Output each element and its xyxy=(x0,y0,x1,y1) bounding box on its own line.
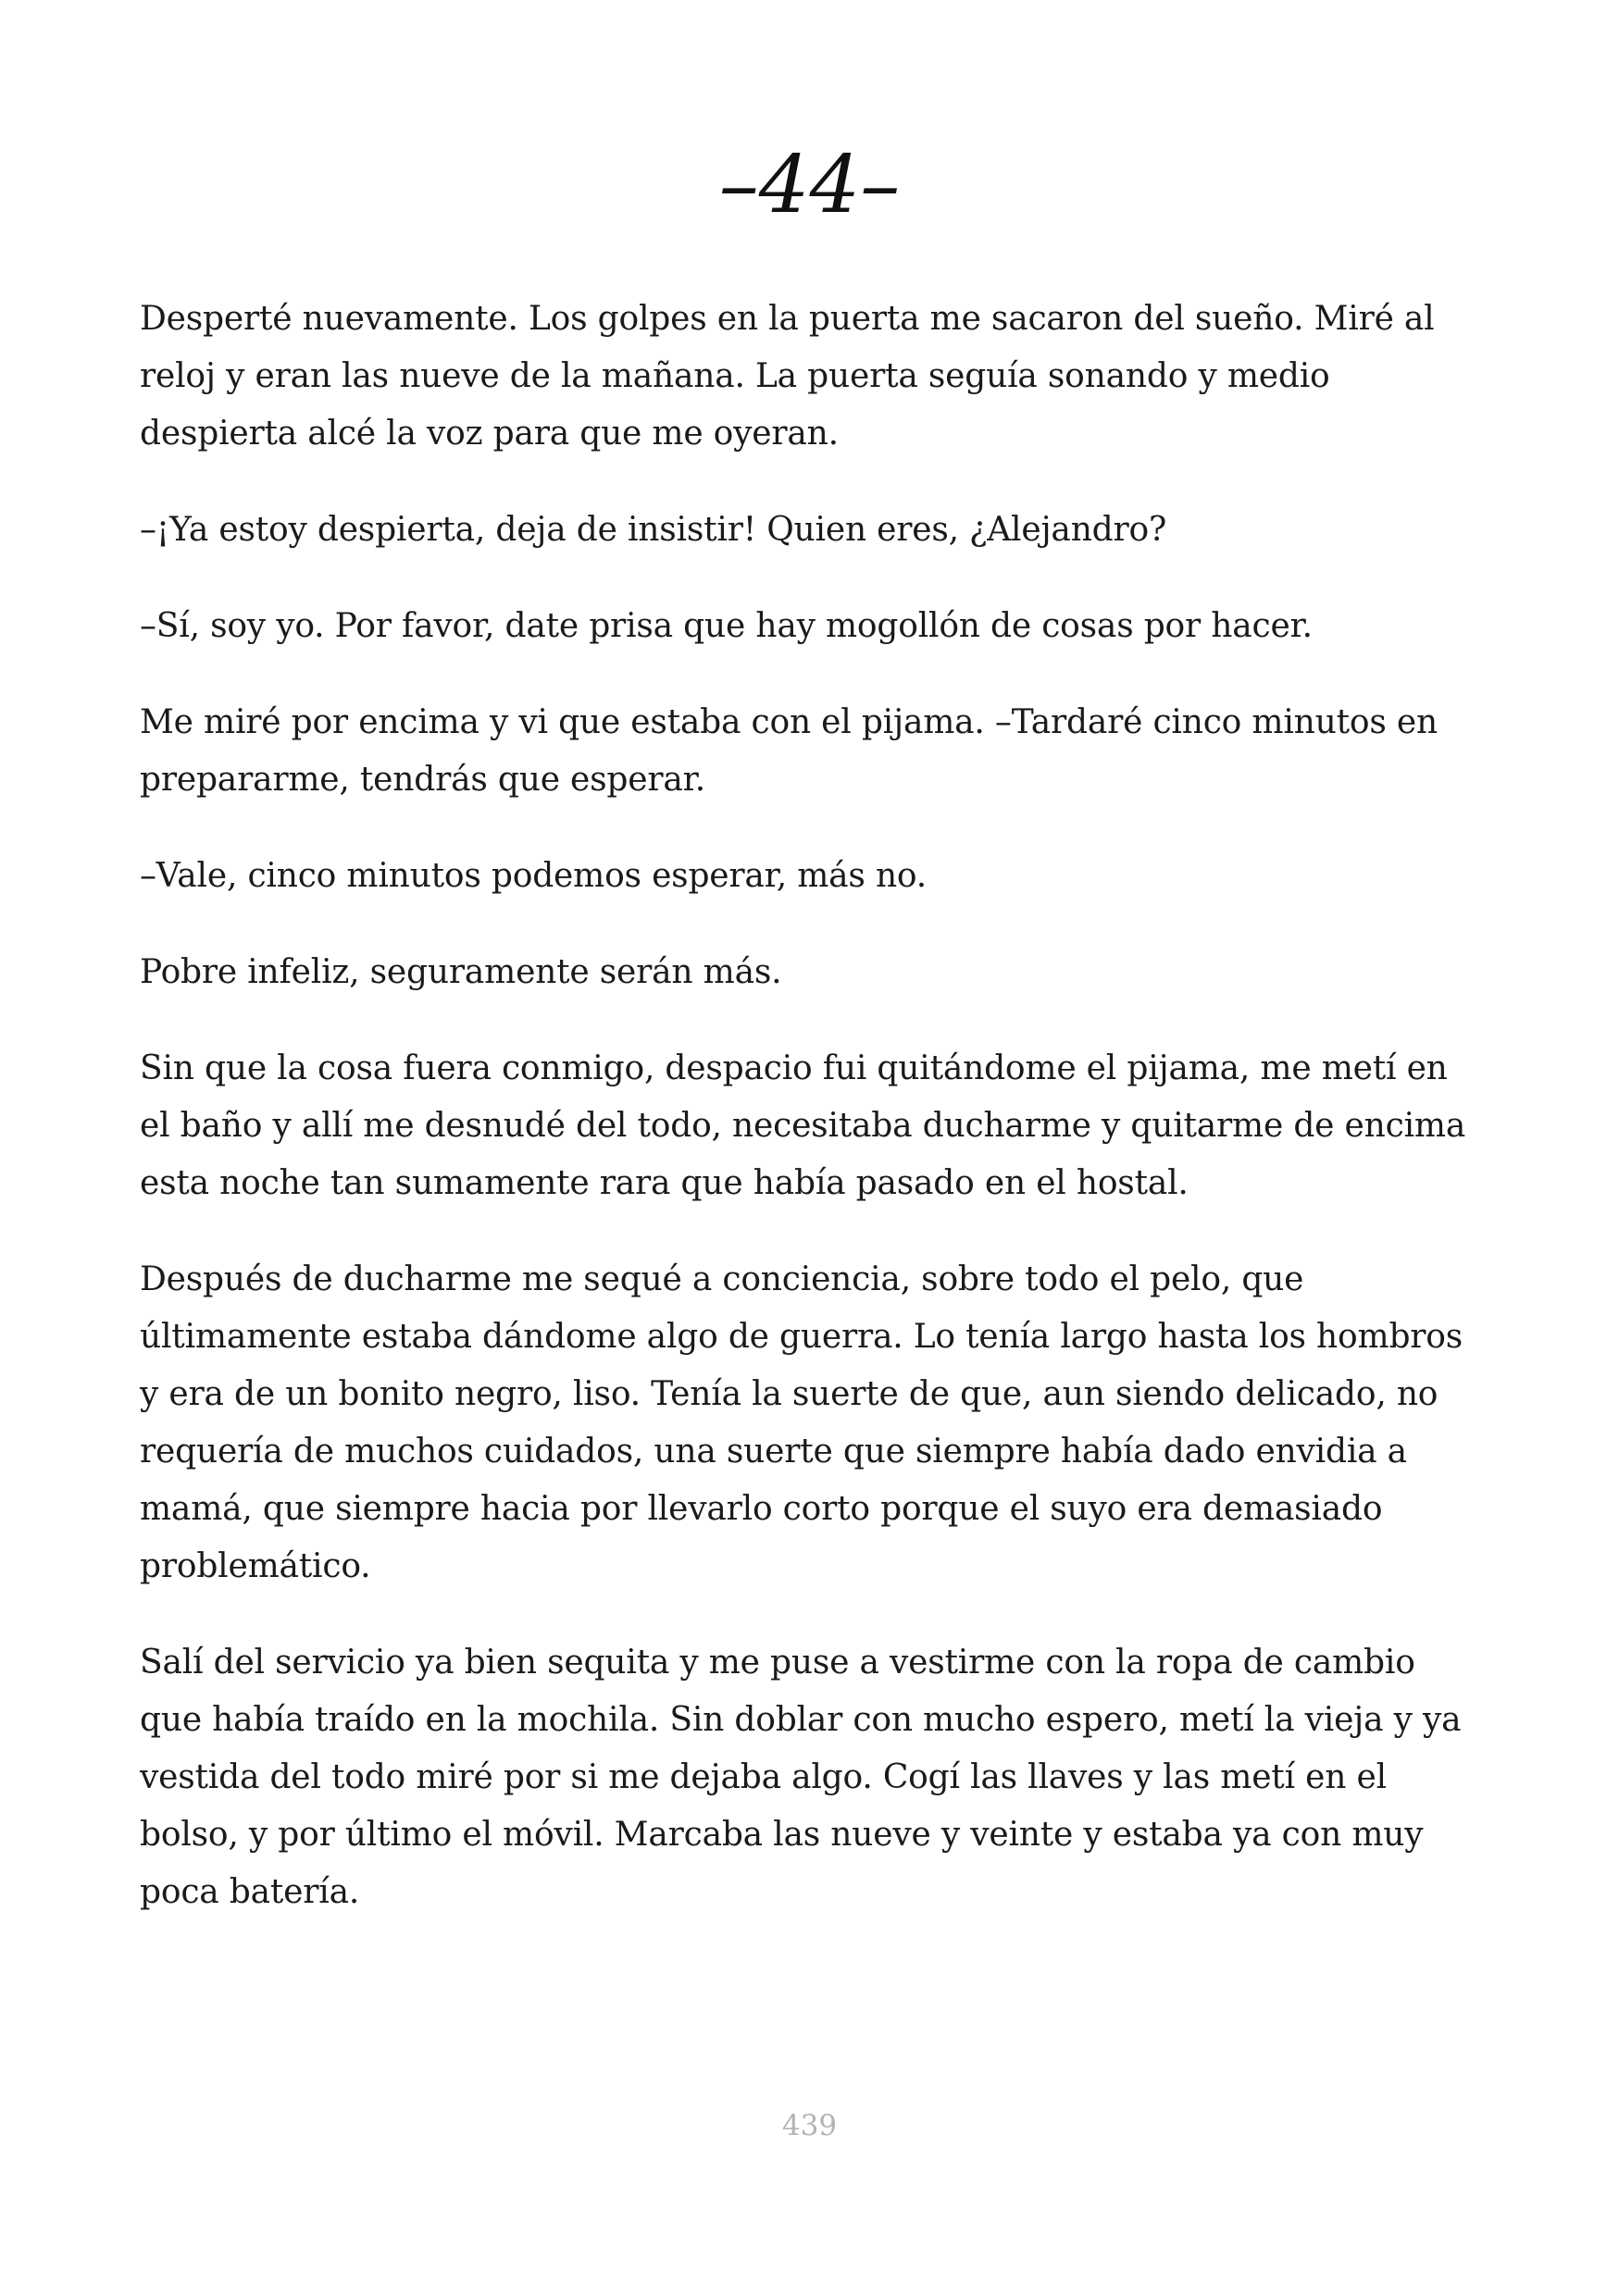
paragraph: Después de ducharme me sequé a conciencia, sobre todo el pelo, que últimamente estaba dándome algo de guerra. Lo tenía largo hasta los hombros y era de un bonito negro, liso. Tenía la suerte de que, aun siendo delicado, no requería de muchos cuidados, una suerte que siempre había dado envidia a mamá, que siempre hacia por llevarlo corto porque el suyo era demasiado problemático. xyxy=(140,1260,1463,1585)
paragraph: –¡Ya estoy despierta, deja de insistir! Quien eres, ¿Alejandro? xyxy=(140,511,1167,549)
paragraph: Desperté nuevamente. Los golpes en la puerta me sacaron del sueño. Miré al reloj y eran las nueve de la mañana. La puerta seguía sonando y medio despierta alcé la voz para que me oyeran. xyxy=(140,300,1435,453)
text-body xyxy=(140,291,1484,1960)
paragraph: Me miré por encima y vi que estaba con el pijama. –Tardaré cinco minutos en prepararme, tendrás que esperar. xyxy=(140,703,1438,799)
paragraph: –Vale, cinco minutos podemos esperar, más no. xyxy=(140,857,928,895)
paragraph: Pobre infeliz, seguramente serán más. xyxy=(140,953,782,991)
chapter-title: –44– xyxy=(718,139,901,231)
paragraph: Salí del servicio ya bien sequita y me puse a vestirme con la ropa de cambio que había traído en la mochila. Sin doblar con mucho espero, metí la vieja y ya vestida del todo miré por si me dejaba algo. Cogí las llaves y las metí en el bolso, y por último el móvil. Marcaba las nueve y veinte y estaba ya con muy poca batería. xyxy=(140,1644,1462,1911)
paragraph: –Sí, soy yo. Por favor, date prisa que hay mogollón de cosas por hacer. xyxy=(140,607,1313,645)
page-number: 439 xyxy=(781,2109,838,2142)
paragraph: Sin que la cosa fuera conmigo, despacio fui quitándome el pijama, me metí en el baño y allí me desnudé del todo, necesitaba ducharme y quitarme de encima esta noche tan sumamente rara que había pasado en el hostal. xyxy=(140,1049,1466,1202)
